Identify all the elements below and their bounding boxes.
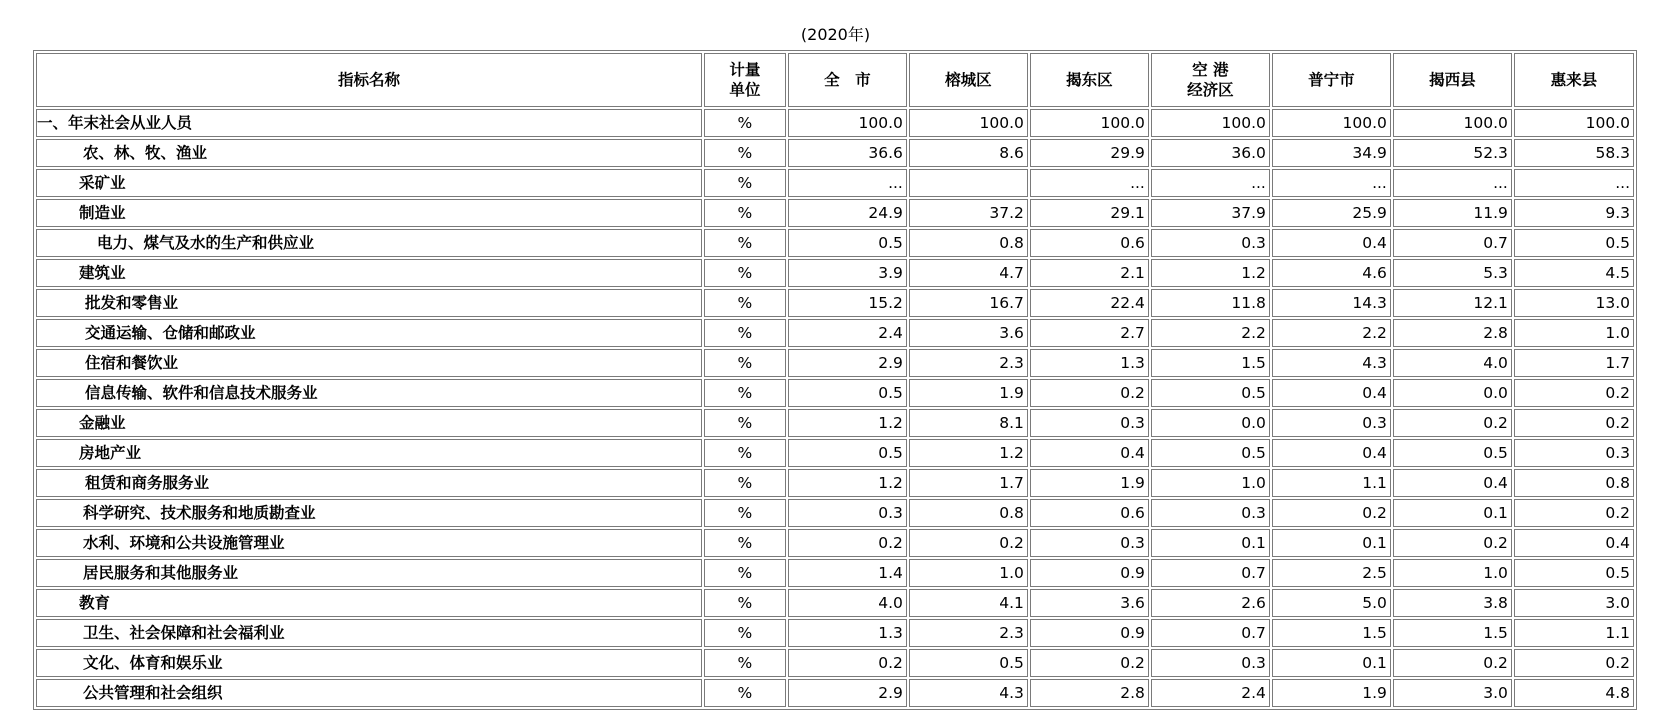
row-value-cell: 0.3 <box>1030 409 1149 437</box>
row-indicator-name: 租赁和商务服务业 <box>36 469 702 497</box>
row-value-cell: 1.9 <box>1272 679 1391 707</box>
row-indicator-name: 信息传输、软件和信息技术服务业 <box>36 379 702 407</box>
row-value-cell: 0.2 <box>1393 409 1512 437</box>
table-row <box>36 379 1634 407</box>
table-row <box>36 469 1634 497</box>
header-huilai: 惠来县 <box>1514 53 1634 107</box>
row-value-cell: 3.8 <box>1393 589 1512 617</box>
row-value-cell: 0.1 <box>1272 649 1391 677</box>
table-body <box>36 109 1634 707</box>
row-indicator-name: 住宿和餐饮业 <box>36 349 702 377</box>
table-row <box>36 619 1634 647</box>
row-value-cell: 0.5 <box>788 229 907 257</box>
row-indicator-name: 采矿业 <box>36 169 702 197</box>
row-indicator-name: 电力、煤气及水的生产和供应业 <box>36 229 702 257</box>
row-value-cell: 0.4 <box>1272 379 1391 407</box>
row-value-cell: 2.3 <box>909 349 1028 377</box>
row-value-cell: 1.7 <box>909 469 1028 497</box>
row-value-cell: 2.2 <box>1272 319 1391 347</box>
row-value-cell: 100.0 <box>1151 109 1270 137</box>
row-unit: % <box>704 169 786 197</box>
row-value-cell: 4.7 <box>909 259 1028 287</box>
row-value-cell: 0.2 <box>1030 379 1149 407</box>
row-value-cell: 0.0 <box>1151 409 1270 437</box>
row-indicator-name: 卫生、社会保障和社会福利业 <box>36 619 702 647</box>
row-value-cell: 2.7 <box>1030 319 1149 347</box>
row-value-cell: 0.5 <box>1514 559 1634 587</box>
row-value-cell: 12.1 <box>1393 289 1512 317</box>
row-value-cell: 2.4 <box>788 319 907 347</box>
row-value-cell: 4.5 <box>1514 259 1634 287</box>
row-unit: % <box>704 199 786 227</box>
row-value-cell: 0.5 <box>1514 229 1634 257</box>
table-row <box>36 439 1634 467</box>
row-value-cell: 0.0 <box>1393 379 1512 407</box>
table-row <box>36 649 1634 677</box>
row-value-cell: 1.7 <box>1514 349 1634 377</box>
row-value-cell: 0.7 <box>1393 229 1512 257</box>
row-value-cell: 1.3 <box>1030 349 1149 377</box>
table-row <box>36 409 1634 437</box>
row-value-cell: 4.0 <box>1393 349 1512 377</box>
row-value-cell: 34.9 <box>1272 139 1391 167</box>
row-value-cell: 25.9 <box>1272 199 1391 227</box>
row-value-cell: ... <box>788 169 907 197</box>
row-value-cell: 0.4 <box>1272 229 1391 257</box>
row-unit: % <box>704 469 786 497</box>
row-value-cell: 1.5 <box>1151 349 1270 377</box>
row-value-cell: 100.0 <box>1514 109 1634 137</box>
header-jiedong: 揭东区 <box>1030 53 1149 107</box>
row-value-cell: 2.2 <box>1151 319 1270 347</box>
table-row <box>36 559 1634 587</box>
row-value-cell: 5.3 <box>1393 259 1512 287</box>
row-value-cell: 2.4 <box>1151 679 1270 707</box>
row-value-cell: 0.3 <box>1030 529 1149 557</box>
row-value-cell: 2.8 <box>1393 319 1512 347</box>
row-unit: % <box>704 559 786 587</box>
table-row <box>36 349 1634 377</box>
row-value-cell: 29.9 <box>1030 139 1149 167</box>
row-value-cell: 0.3 <box>1151 499 1270 527</box>
row-value-cell: 0.2 <box>909 529 1028 557</box>
row-value-cell: 0.8 <box>909 229 1028 257</box>
row-unit: % <box>704 529 786 557</box>
row-value-cell: 4.1 <box>909 589 1028 617</box>
row-value-cell: 1.9 <box>909 379 1028 407</box>
row-value-cell: 2.1 <box>1030 259 1149 287</box>
row-unit: % <box>704 439 786 467</box>
row-value-cell: 0.5 <box>909 649 1028 677</box>
row-value-cell: 0.6 <box>1030 499 1149 527</box>
table-row <box>36 169 1634 197</box>
row-value-cell: 2.5 <box>1272 559 1391 587</box>
row-value-cell: 1.2 <box>788 409 907 437</box>
row-unit: % <box>704 229 786 257</box>
row-unit: % <box>704 349 786 377</box>
table-caption: (2020年) <box>800 25 871 44</box>
row-value-cell: 0.5 <box>1151 379 1270 407</box>
row-value-cell: 100.0 <box>1030 109 1149 137</box>
row-value-cell: 2.3 <box>909 619 1028 647</box>
row-value-cell: 58.3 <box>1514 139 1634 167</box>
header-rongcheng: 榕城区 <box>909 53 1028 107</box>
row-value-cell: 100.0 <box>788 109 907 137</box>
row-value-cell: 0.4 <box>1393 469 1512 497</box>
row-value-cell: ... <box>1272 169 1391 197</box>
header-jiexi: 揭西县 <box>1393 53 1512 107</box>
row-value-cell: 3.9 <box>788 259 907 287</box>
row-value-cell: 0.7 <box>1151 619 1270 647</box>
row-value-cell: 0.5 <box>788 379 907 407</box>
row-value-cell: ... <box>1151 169 1270 197</box>
row-value-cell: 15.2 <box>788 289 907 317</box>
row-value-cell: 0.9 <box>1030 559 1149 587</box>
row-unit: % <box>704 649 786 677</box>
row-value-cell: 100.0 <box>1272 109 1391 137</box>
row-indicator-name: 文化、体育和娱乐业 <box>36 649 702 677</box>
row-value-cell: 1.0 <box>1514 319 1634 347</box>
row-indicator-name: 一、年末社会从业人员 <box>36 109 702 137</box>
row-unit: % <box>704 319 786 347</box>
row-value-cell: 1.0 <box>909 559 1028 587</box>
row-value-cell: 0.8 <box>909 499 1028 527</box>
row-value-cell: 2.9 <box>788 679 907 707</box>
row-value-cell: 1.1 <box>1514 619 1634 647</box>
row-value-cell: 1.5 <box>1272 619 1391 647</box>
row-indicator-name: 交通运输、仓储和邮政业 <box>36 319 702 347</box>
table-header <box>36 53 1634 107</box>
row-value-cell: 3.0 <box>1393 679 1512 707</box>
row-value-cell: 1.1 <box>1272 469 1391 497</box>
row-value-cell: 100.0 <box>909 109 1028 137</box>
row-value-cell: 3.0 <box>1514 589 1634 617</box>
row-value-cell: 9.3 <box>1514 199 1634 227</box>
table-row <box>36 199 1634 227</box>
table-row <box>36 139 1634 167</box>
header-whole-city: 全 市 <box>788 53 907 107</box>
row-unit: % <box>704 409 786 437</box>
row-value-cell: 0.8 <box>1514 469 1634 497</box>
row-value-cell: 4.8 <box>1514 679 1634 707</box>
row-value-cell: 0.4 <box>1030 439 1149 467</box>
header-airport-zone <box>1151 53 1270 107</box>
row-value-cell: 0.3 <box>1151 649 1270 677</box>
row-unit: % <box>704 619 786 647</box>
row-value-cell: 0.2 <box>788 529 907 557</box>
row-value-cell: ... <box>1030 169 1149 197</box>
table-row <box>36 679 1634 707</box>
table-row <box>36 229 1634 257</box>
row-value-cell: 0.5 <box>1151 439 1270 467</box>
row-value-cell: 0.2 <box>1272 499 1391 527</box>
row-value-cell: 2.6 <box>1151 589 1270 617</box>
row-unit: % <box>704 139 786 167</box>
row-unit: % <box>704 679 786 707</box>
row-value-cell: 3.6 <box>1030 589 1149 617</box>
row-indicator-name: 批发和零售业 <box>36 289 702 317</box>
row-value-cell: 1.2 <box>1151 259 1270 287</box>
row-value-cell: 11.9 <box>1393 199 1512 227</box>
table-row <box>36 289 1634 317</box>
table-row <box>36 529 1634 557</box>
row-value-cell: 36.6 <box>788 139 907 167</box>
row-value-cell: 0.2 <box>1514 649 1634 677</box>
row-value-cell: 2.9 <box>788 349 907 377</box>
row-value-cell: 1.0 <box>1393 559 1512 587</box>
row-unit: % <box>704 499 786 527</box>
header-unit-line1: 计量 <box>729 61 761 79</box>
table-row <box>36 259 1634 287</box>
row-value-cell: 37.9 <box>1151 199 1270 227</box>
row-value-cell: 0.3 <box>1151 229 1270 257</box>
row-value-cell: 1.3 <box>788 619 907 647</box>
row-unit: % <box>704 109 786 137</box>
row-unit: % <box>704 589 786 617</box>
row-value-cell: 3.6 <box>909 319 1028 347</box>
row-indicator-name: 农、林、牧、渔业 <box>36 139 702 167</box>
row-indicator-name: 公共管理和社会组织 <box>36 679 702 707</box>
row-value-cell: 8.1 <box>909 409 1028 437</box>
row-value-cell: 5.0 <box>1272 589 1391 617</box>
row-value-cell: 4.3 <box>909 679 1028 707</box>
row-value-cell: 1.2 <box>788 469 907 497</box>
row-value-cell: 0.6 <box>1030 229 1149 257</box>
table-row <box>36 499 1634 527</box>
row-indicator-name: 房地产业 <box>36 439 702 467</box>
row-indicator-name: 科学研究、技术服务和地质勘查业 <box>36 499 702 527</box>
row-value-cell: 0.3 <box>1272 409 1391 437</box>
row-value-cell: 0.1 <box>1393 499 1512 527</box>
row-unit: % <box>704 289 786 317</box>
row-value-cell: 100.0 <box>1393 109 1512 137</box>
row-value-cell: 4.0 <box>788 589 907 617</box>
row-indicator-name: 建筑业 <box>36 259 702 287</box>
row-unit: % <box>704 259 786 287</box>
row-value-cell: 1.0 <box>1151 469 1270 497</box>
row-value-cell: 0.2 <box>1514 409 1634 437</box>
table-row <box>36 589 1634 617</box>
row-unit: % <box>704 379 786 407</box>
row-indicator-name: 水利、环境和公共设施管理业 <box>36 529 702 557</box>
row-value-cell: 1.4 <box>788 559 907 587</box>
statistics-table <box>33 50 1637 710</box>
row-value-cell: 4.6 <box>1272 259 1391 287</box>
row-value-cell: 0.3 <box>788 499 907 527</box>
row-value-cell: 0.2 <box>1393 529 1512 557</box>
header-airport-line1: 空 港 <box>1192 61 1229 79</box>
table-row <box>36 109 1634 137</box>
row-value-cell: 0.9 <box>1030 619 1149 647</box>
row-value-cell: 0.2 <box>1030 649 1149 677</box>
row-indicator-name: 教育 <box>36 589 702 617</box>
row-value-cell: 11.8 <box>1151 289 1270 317</box>
row-indicator-name: 金融业 <box>36 409 702 437</box>
row-value-cell: 36.0 <box>1151 139 1270 167</box>
row-value-cell: 16.7 <box>909 289 1028 317</box>
row-value-cell: 52.3 <box>1393 139 1512 167</box>
row-value-cell: 0.4 <box>1514 529 1634 557</box>
row-value-cell: 1.2 <box>909 439 1028 467</box>
header-unit <box>704 53 786 107</box>
row-value-cell: 0.2 <box>1514 379 1634 407</box>
row-value-cell: 14.3 <box>1272 289 1391 317</box>
row-value-cell: 0.7 <box>1151 559 1270 587</box>
row-value-cell <box>909 169 1028 197</box>
row-value-cell: 0.5 <box>1393 439 1512 467</box>
header-airport-line2: 经济区 <box>1187 81 1234 99</box>
row-value-cell: 1.9 <box>1030 469 1149 497</box>
row-value-cell: 22.4 <box>1030 289 1149 317</box>
row-value-cell: 4.3 <box>1272 349 1391 377</box>
row-value-cell: 1.5 <box>1393 619 1512 647</box>
row-value-cell: 2.8 <box>1030 679 1149 707</box>
header-indicator-name: 指标名称 <box>36 53 702 107</box>
row-value-cell: 29.1 <box>1030 199 1149 227</box>
row-value-cell: 0.2 <box>788 649 907 677</box>
header-row <box>36 53 1634 107</box>
row-indicator-name: 制造业 <box>36 199 702 227</box>
header-puning: 普宁市 <box>1272 53 1391 107</box>
header-unit-line2: 单位 <box>729 81 761 99</box>
row-value-cell: ... <box>1393 169 1512 197</box>
row-value-cell: 0.1 <box>1272 529 1391 557</box>
row-value-cell: ... <box>1514 169 1634 197</box>
row-indicator-name: 居民服务和其他服务业 <box>36 559 702 587</box>
row-value-cell: 37.2 <box>909 199 1028 227</box>
row-value-cell: 0.5 <box>788 439 907 467</box>
row-value-cell: 8.6 <box>909 139 1028 167</box>
row-value-cell: 0.2 <box>1393 649 1512 677</box>
table-row <box>36 319 1634 347</box>
row-value-cell: 0.3 <box>1514 439 1634 467</box>
row-value-cell: 0.2 <box>1514 499 1634 527</box>
row-value-cell: 13.0 <box>1514 289 1634 317</box>
row-value-cell: 24.9 <box>788 199 907 227</box>
row-value-cell: 0.1 <box>1151 529 1270 557</box>
row-value-cell: 0.4 <box>1272 439 1391 467</box>
